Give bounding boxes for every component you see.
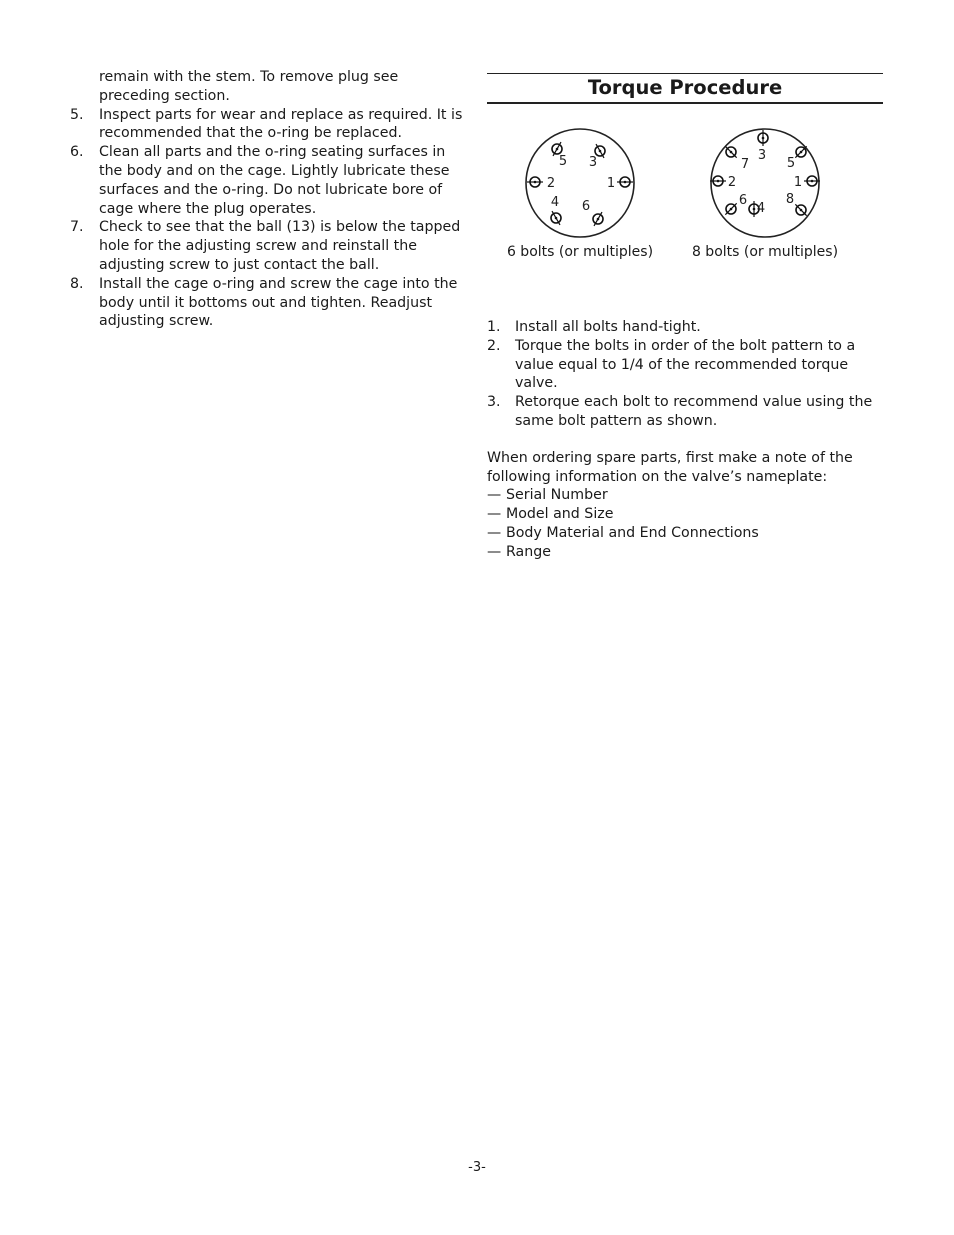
step-number: 7.: [70, 219, 84, 236]
bolt-hole-icon: [710, 176, 726, 186]
bolt-order-label: 3: [757, 148, 767, 163]
step-text: Install the cage o-ring and screw the cage into the body until it bottoms out and tighten. Readjust adjusting screw.: [99, 275, 458, 330]
bolt-order-label: 4: [550, 195, 560, 210]
step-number: 1.: [487, 319, 501, 335]
bolt-order-label: 4: [756, 201, 766, 216]
bolt-order-label: 6: [738, 193, 748, 208]
bolt-order-label: 5: [786, 156, 796, 171]
list-item: [487, 318, 883, 337]
bolt-order-label: 1: [606, 176, 616, 191]
step-number: 2.: [487, 337, 501, 354]
bolt-order-label: 6: [581, 199, 591, 214]
bolt-order-label: 5: [558, 154, 568, 169]
ordering-info: [487, 449, 883, 562]
list-item: [70, 143, 470, 218]
list-item: [487, 543, 883, 562]
bolt-hole-icon: [795, 146, 806, 157]
diagram-caption: 8 bolts (or multiples): [691, 244, 839, 260]
step-number: 3.: [487, 394, 501, 411]
list-item: [487, 505, 883, 524]
eight-bolt-pattern-icon: [705, 125, 825, 243]
bolt-hole-icon: [725, 146, 736, 157]
ordering-item: Range: [506, 543, 551, 560]
page-number: -3-: [468, 1160, 486, 1175]
list-item: [70, 106, 470, 144]
bolt-hole-icon: [617, 177, 633, 187]
bolt-hole-icon: [725, 203, 736, 214]
bolt-hole-icon: [593, 212, 603, 226]
dash-bullet: —: [487, 506, 502, 523]
list-item: [487, 524, 883, 543]
bolt-order-label: 2: [727, 175, 737, 190]
torque-steps: [487, 318, 883, 431]
bolt-order-label: 3: [588, 155, 598, 170]
step-text: Clean all parts and the o-ring seating surfaces in the body and on the cage. Lightly lubricate these surfaces and the o-ring. Do not lubricate bore of cage where the plug operates.: [99, 144, 450, 217]
list-item: [70, 218, 470, 274]
six-bolt-pattern-icon: [520, 125, 640, 243]
section-header: [487, 73, 883, 104]
bolt-hole-icon: [551, 211, 561, 225]
ordering-item: Serial Number: [506, 487, 608, 504]
dash-bullet: —: [487, 524, 502, 541]
six-bolt-diagram: [495, 125, 665, 262]
bolt-order-label: 8: [785, 192, 795, 207]
step-text: Inspect parts for wear and replace as required. It is recommended that the o-ring be replaced.: [99, 106, 463, 142]
list-item: [487, 393, 883, 431]
step-text: Check to see that the ball (13) is below the tapped hole for the adjusting screw and reinstall the adjusting screw to just contact the ball.: [99, 219, 461, 273]
dash-bullet: —: [487, 487, 502, 504]
step-text: Retorque each bolt to recommend value using the same bolt pattern as shown.: [515, 394, 873, 429]
section-title: Torque Procedure: [587, 76, 783, 99]
list-item: [70, 275, 470, 331]
step-number: 8.: [70, 275, 84, 292]
bolt-hole-icon: [795, 204, 806, 215]
bolt-order-label: 7: [740, 157, 750, 172]
bolt-hole-icon: [527, 177, 543, 187]
list-item: [487, 486, 883, 505]
ordering-intro: When ordering spare parts, first make a note of the following information on the valve’s nameplate:: [487, 449, 853, 485]
step-text: Torque the bolts in order of the bolt pattern to a value equal to 1/4 of the recommended torque valve.: [515, 337, 856, 392]
step-number: 5.: [70, 106, 84, 123]
bolt-order-label: 2: [546, 176, 556, 191]
bolt-hole-icon: [758, 130, 768, 146]
bolt-pattern-diagrams: [487, 104, 883, 270]
ordering-item: Body Material and End Connections: [506, 524, 759, 541]
dash-bullet: —: [487, 543, 502, 560]
list-item: [487, 337, 883, 393]
ordering-item: Model and Size: [506, 506, 614, 523]
left-column: [70, 68, 470, 331]
eight-bolt-diagram: [680, 125, 850, 262]
diagram-caption: 6 bolts (or multiples): [506, 244, 654, 260]
continuation-text: remain with the stem. To remove plug see preceding section.: [99, 69, 399, 104]
right-column: [487, 73, 883, 562]
bolt-hole-icon: [804, 176, 820, 186]
step-number: 6.: [70, 144, 84, 161]
bolt-order-label: 1: [793, 175, 803, 190]
step-text: Install all bolts hand-tight.: [515, 319, 701, 335]
